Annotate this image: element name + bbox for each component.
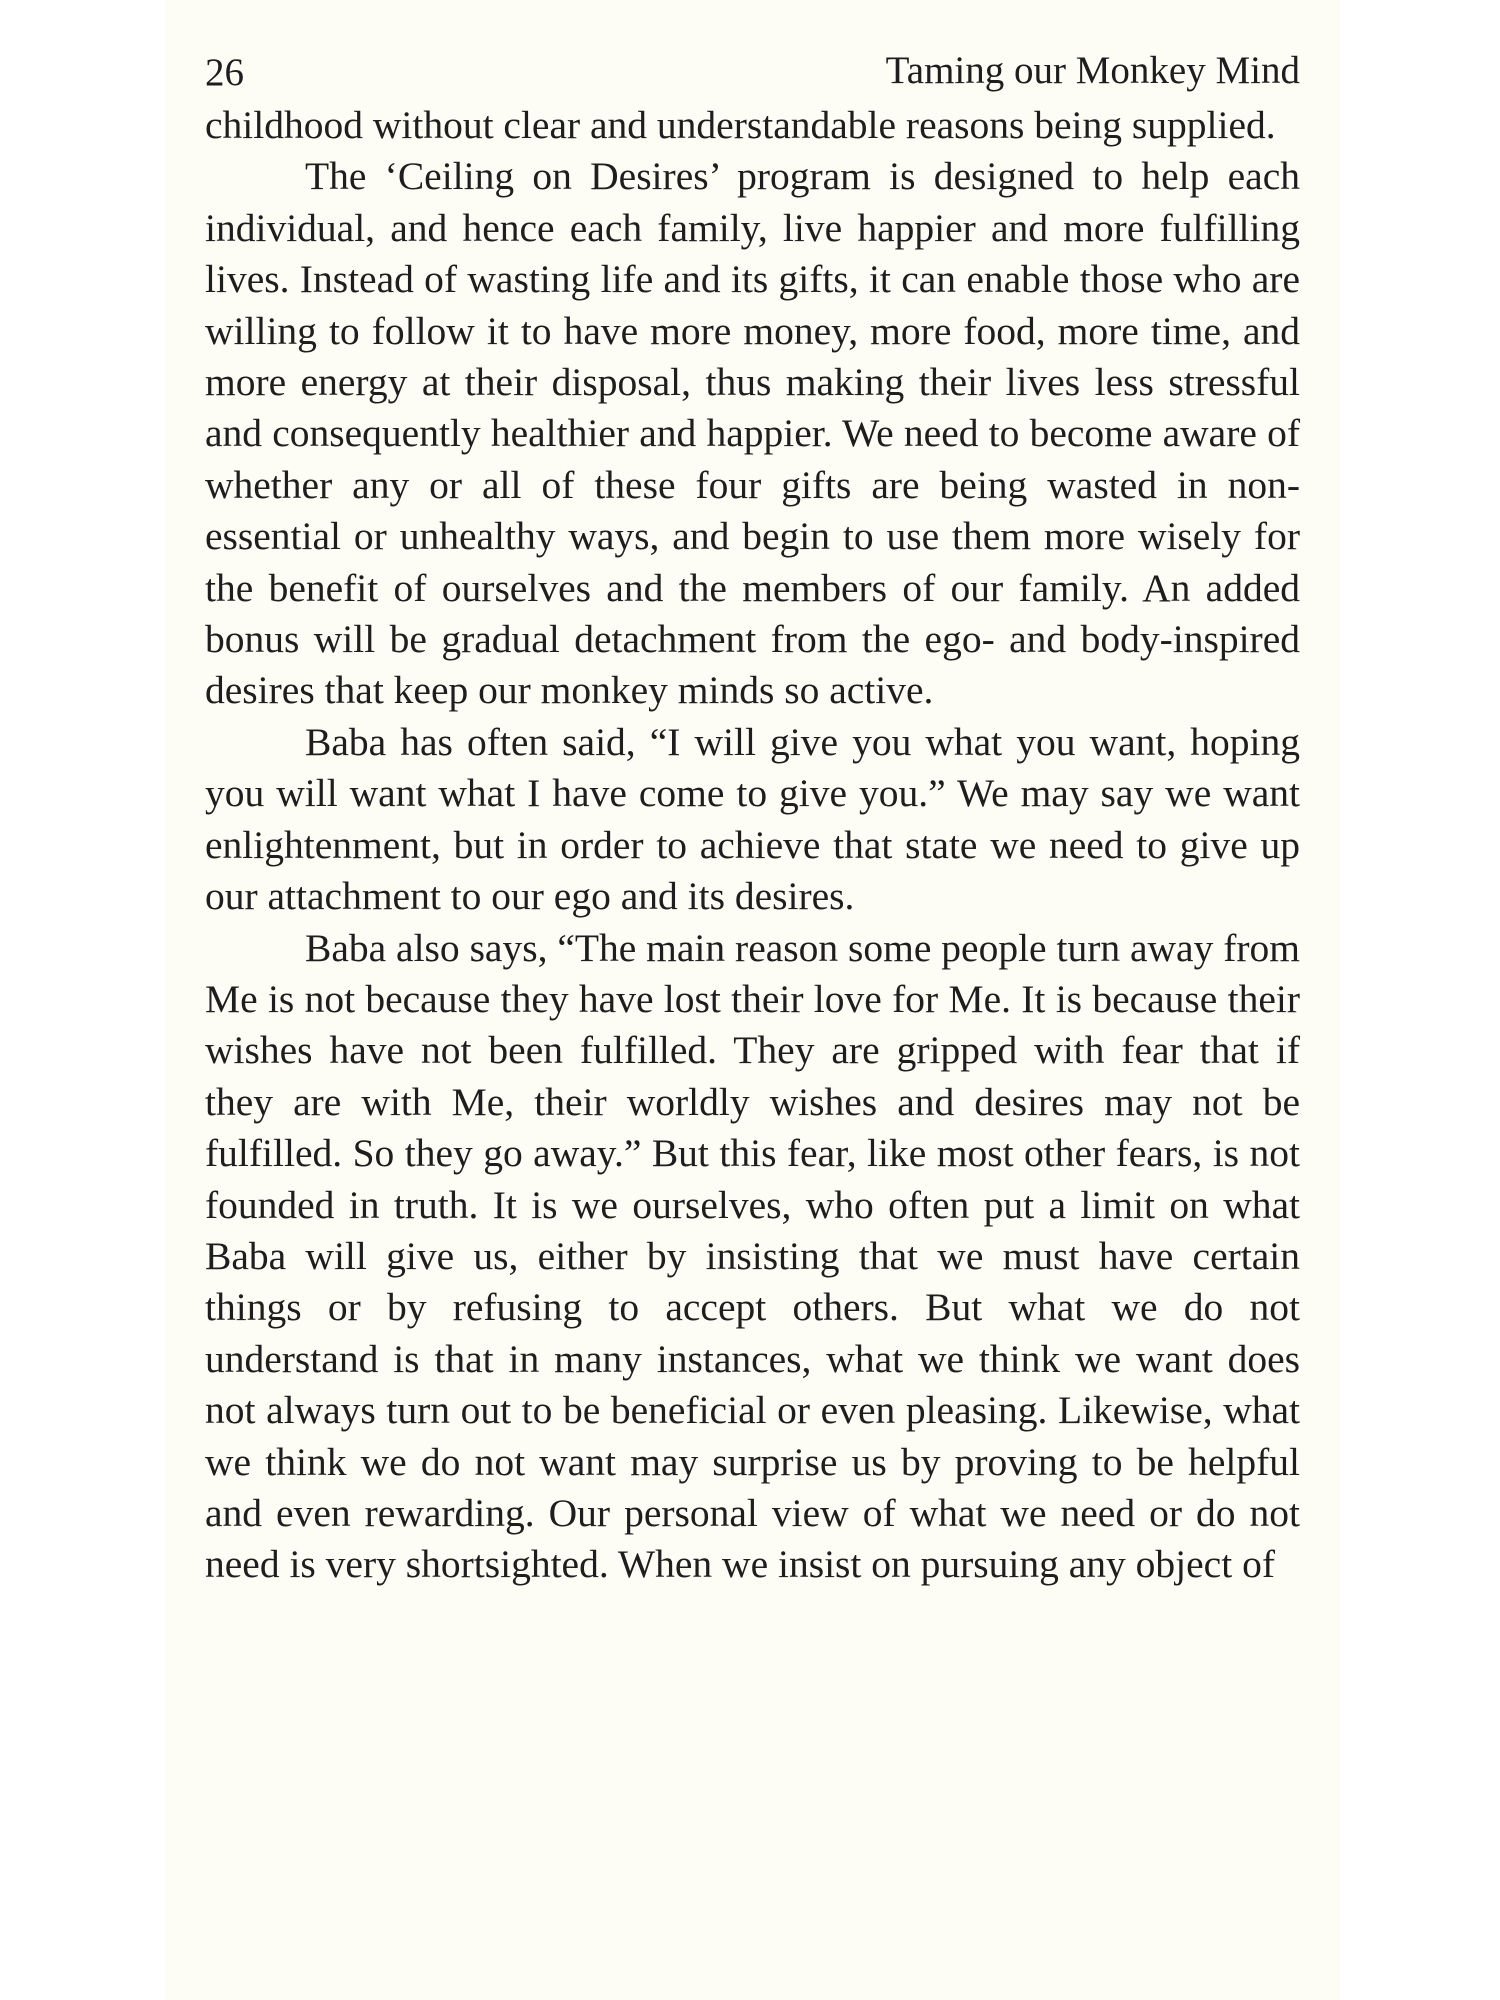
running-title: Taming our Monkey Mind xyxy=(885,49,1300,92)
paragraph-continued: childhood without clear and understandable reasons being supplied. xyxy=(205,103,1276,147)
paragraph: The ‘Ceiling on Desires’ program is designed to help each individual, and hence each family, live happier and more fulfilling lives. Instead of wasting life and its gifts, it can enable those who are willing to follow it to have more money, more food, more time, and more energy at their disposal, thus making their lives less stressful and consequently healthier and happier. We need to become aware of whether any or all of these four gifts are being wasted in non-essential or unhealthy ways, and begin to use them more wisely for the benefit of ourselves and the members of our family. An added bonus will be gradual detachment from the ego- and body-inspired desires that keep our monkey minds so active. xyxy=(205,154,1300,713)
book-page xyxy=(205,40,1300,1591)
page-number: 26 xyxy=(205,51,244,94)
body-text xyxy=(205,100,1300,1591)
paragraph: Baba has often said, “I will give you what you want, hoping you will want what I have come to give you.” We may say we want enlightenment, but in order to achieve that state we need to give up our attachment to our ego and its desires. xyxy=(205,719,1300,919)
paragraph: Baba also says, “The main reason some people turn away from Me is not because they have lost their love for Me. It is because their wishes have not been fulfilled. They are gripped with fear that if they are with Me, their worldly wishes and desires may not be fulfilled. So they go away.” But this fear, like most other fears, is not founded in truth. It is we ourselves, who often put a limit on what Baba will give us, either by insisting that we must have certain things or by refusing to accept others. But what we do not understand is that in many instances, what we think we want does not always turn out to be beneficial or even pleasing. Likewise, what we think we do not want may surprise us by proving to be helpful and even rewarding. Our personal view of what we need or do not need is very shortsighted. When we insist on pursuing any object of xyxy=(205,925,1300,1587)
running-head xyxy=(205,40,1300,100)
